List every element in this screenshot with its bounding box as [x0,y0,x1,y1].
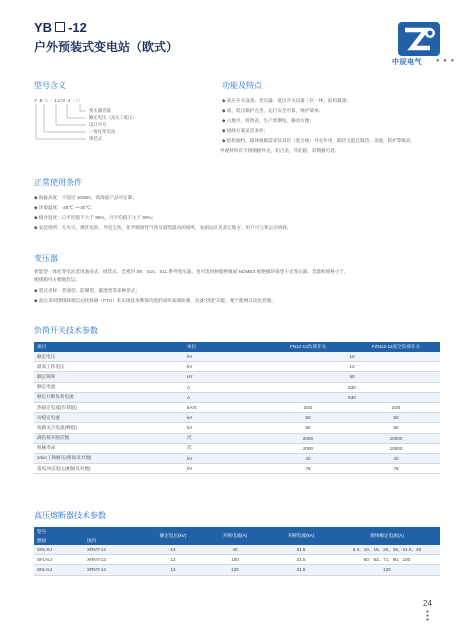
title-prefix: YB [34,20,53,35]
table-cell: 10 [264,352,440,362]
table-cell: Hz [184,372,264,382]
table-cell: 10000 [352,443,440,453]
table-header-row [34,342,440,352]
condition-item: ◆ 海拔高度：不超过 1000m，高海拔产品可定制； [34,195,137,200]
table-cell: 20/2 [264,402,352,412]
table-row [34,555,440,565]
table-header-cell: 国内 [84,536,144,545]
table-cell: kA [184,423,264,433]
table-cell: 630 [264,392,440,402]
table-row [34,423,440,433]
table-row [34,443,440,453]
brand-name: 中辰电气 [392,59,422,66]
table-cell: 630 [264,382,440,392]
table-header-cell: 开断电流(kA) [268,527,334,545]
conditions-heading: 正常使用条件 [34,178,82,187]
model-code: Y B □ - 12/0.4 - □ [34,98,80,103]
table-cell: 额定频率 [34,372,184,382]
table-cell: 40 [202,545,268,555]
table-header-row [34,527,440,536]
table-row [34,453,440,463]
table-cell: 31.5 [268,565,334,575]
table-cell: 满负荷开断次数 [34,433,184,443]
table-cell: 1min工频耐压(相间及对地) [34,453,184,463]
switch-params-heading: 负荷开关技术参数 [34,326,98,335]
table-cell: 31.5 [268,555,334,565]
table-cell: 50 [264,413,352,423]
page-number: 24 [423,599,432,608]
table-cell: A [184,382,264,392]
page-dots: ● ● ● [426,609,430,623]
table-cell: 12 [264,362,440,372]
brand-dots: ● ● ● [436,58,456,64]
feature-item-tail: 外观材料有不锈钢板外壳、铝合金、冷轧板、彩钢板可选； [220,148,340,153]
table-header-cell: 项目 [34,342,184,352]
table-cell: 6.3、10、16、20、25、31.5、40 [334,545,440,555]
table-header-cell: 德国 [34,536,84,545]
table-cell: 动稳定电流 [34,413,184,423]
model-label-prefab: 预装式 [89,136,103,141]
feature-item: ◆ 占地少，投资省，生产周期短，移动方便； [222,118,315,123]
table-cell: kV [184,453,264,463]
feature-item: ◆ 接线方案灵活多样； [222,128,269,133]
table-row [34,464,440,474]
table-cell: 75 [264,464,352,474]
table-cell: XRNT-12 [84,565,144,575]
table-cell: 42 [352,453,440,463]
table-cell: 10000 [352,433,440,443]
table-cell: 50、63、71、80、100 [334,555,440,565]
table-cell: 50 [352,423,440,433]
placeholder-box-icon [55,22,65,32]
model-label-design: 设计序号 [89,122,107,127]
transformer-para-line: 便捷箱可方便地装运； [34,276,80,282]
table-cell: kA/S [184,402,264,412]
table-cell: 次 [184,443,264,453]
table-cell: 12 [144,555,202,565]
table-cell: SFL%J [34,555,84,565]
table-cell: 2000 [264,433,352,443]
model-label-integrated: 一体化变电站 [89,129,116,134]
table-row [34,545,440,555]
table-header-cell: FZN12-12真空负荷开关 [352,342,440,352]
table-header-cell: 单位 [184,342,264,352]
page-title [34,20,87,35]
table-row [34,372,440,382]
table-row [34,352,440,362]
title-suffix: -12 [68,20,87,35]
table-cell: 50 [264,423,352,433]
table-cell: 42 [264,453,352,463]
transformer-item: ◆ 高压采用馈线终端自动化终端（FTU）来实现基本继保功能的闭环高端检测，具备“四遥”功能，便于配网自动化控制。 [34,298,276,303]
condition-item: ◆ 相对湿度：日平均值不大于 95%，月平均值不大于 90%； [34,215,157,220]
table-header-cell: 型号 [34,527,144,536]
table-row [34,402,440,412]
table-cell: 2000 [264,443,352,453]
table-cell: 次 [184,433,264,443]
table-cell: 最高工作电压 [34,362,184,372]
table-cell: 50 [352,413,440,423]
table-row [34,565,440,575]
table-cell: 75 [352,464,440,474]
table-cell: SDL%J [34,545,84,555]
table-cell: kV [184,362,264,372]
table-header-cell: 熔体额定电流(A) [334,527,440,545]
table-cell: 12 [144,545,202,555]
table-cell: kV [184,464,264,474]
switch-params-table [34,342,440,474]
table-cell: 额定开断负荷电流 [34,392,184,402]
table-cell: 20/4 [352,402,440,412]
model-heading: 型号含义 [34,81,66,90]
table-header-cell: 额定电压(kV) [144,527,202,545]
table-row [34,392,440,402]
table-row [34,433,440,443]
table-cell: 12 [144,565,202,575]
table-cell: kA [184,413,264,423]
condition-item: ◆ 环境温度：-25℃ ~+40℃； [34,205,96,210]
transformer-item: ◆ 型式多样：普通型、防爆型、紧凑型等多种形式； [34,288,140,293]
table-cell: XRNT-12 [84,545,144,555]
table-header-cell: FN12-12负荷开关 [264,342,352,352]
table-cell: 125 [334,565,440,575]
table-row [34,382,440,392]
conditions-list [34,193,444,233]
table-cell: 额定电压 [34,352,184,362]
model-tree-lines [34,104,94,150]
condition-item: ◆ 安装场所：无火灾、爆炸危险，导电尘埃，化学腐蚀性气体及剧烈震动的场所，农副山区及其它地方，用户可与我公司协商。 [34,225,292,230]
table-cell: 机械寿命 [34,443,184,453]
table-cell: A [184,392,264,402]
table-row [34,362,440,372]
page-subtitle: 户外预装式变电站（欧式） [34,40,179,54]
table-cell: 额定电流 [34,382,184,392]
table-cell: 雷电冲击电压(相间及对地) [34,464,184,474]
table-cell: 125 [202,565,268,575]
feature-item: ◆ 高、低压保护完善，运行安全可靠，维护简单； [222,108,324,113]
table-cell: 31.5 [268,545,334,555]
table-header-cell: 开断电流(A) [202,527,268,545]
features-heading: 功能及特点 [222,81,262,90]
table-cell: 热稳定电流(有效值) [34,402,184,412]
model-label-capacity: 变压器容量 [89,108,111,113]
features-list [222,96,442,156]
feature-item: ◆ 高压开关设备、变压器、低压开关设备三位一体，结构紧凑； [222,98,351,103]
transformer-para-line: 智能型一体化变电站选用油浸式、组装式、全密封 S9、S10、S11 系列变压器，也可选用树脂绝缘或 NOMEX 纸绝缘环保型干式变压器，容量和规格小于， [34,269,349,274]
table-cell: kV [184,352,264,362]
table-cell: 100 [202,555,268,565]
fuse-params-heading: 高压熔断器技术参数 [34,511,106,520]
feature-item: ◆ 结构独特，箱体根据需求及双层（复合板）外壳作用，隔热又能自散热，美观，防护等级高， [222,138,416,143]
table-cell: 短路关合电流(峰值) [34,423,184,433]
transformer-list [34,286,444,306]
table-row [34,413,440,423]
table-cell: SKL%J [34,565,84,575]
fuse-params-table [34,527,440,576]
table-cell: XRNT-12 [84,555,144,565]
transformer-paragraph [34,268,444,283]
model-label-voltage: 额定电压（高压 / 低压） [89,115,137,120]
transformer-heading: 变压器 [34,254,58,263]
table-cell: 50 [264,372,440,382]
